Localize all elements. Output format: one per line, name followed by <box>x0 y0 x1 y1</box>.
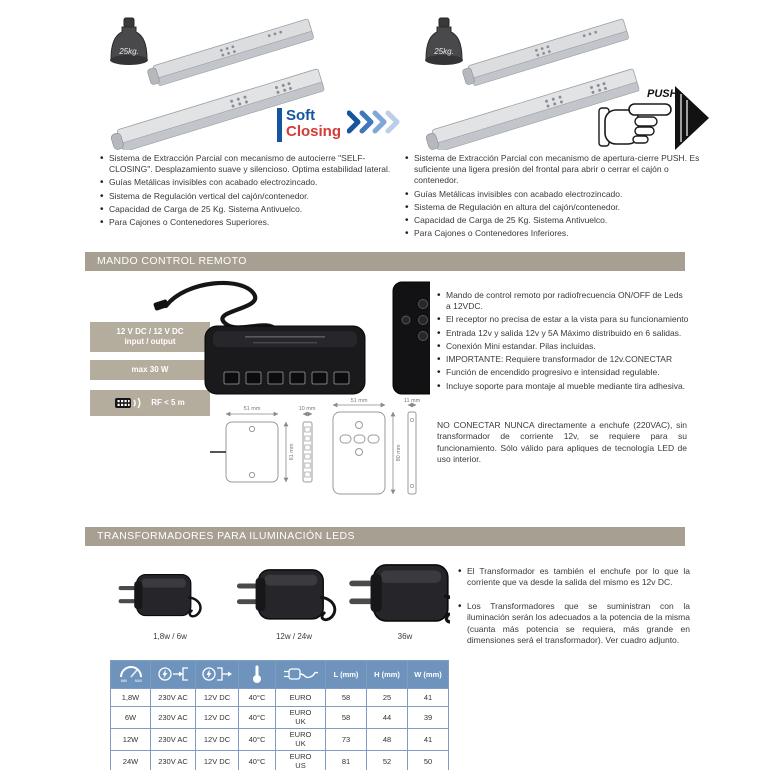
cell-plug: EURO US <box>276 751 326 770</box>
cell-width: 39 <box>408 707 449 729</box>
table-header-width: W (mm) <box>408 661 449 689</box>
feature-item: • El receptor no precisa de estar a la vista para su funcionamiento <box>437 314 689 325</box>
feature-item: • Conexión Mini estandar. Pilas incluidas. <box>437 341 689 352</box>
cell-length: 58 <box>326 707 367 729</box>
remote-control-icon <box>115 396 147 410</box>
cell-power: 6W <box>111 707 151 729</box>
cell-height: 48 <box>367 729 408 751</box>
cell-height: 25 <box>367 689 408 707</box>
cell-input: 230V AC <box>151 751 196 770</box>
weight-badge-label: 25kg. <box>434 47 454 56</box>
cell-input: 230V AC <box>151 729 196 751</box>
cell-temp: 40°C <box>239 689 276 707</box>
cell-width: 41 <box>408 689 449 707</box>
transformer-small <box>119 575 201 617</box>
cell-input: 230V AC <box>151 707 196 729</box>
transformer-large <box>349 565 450 622</box>
dim-receiver-width: 51 mm <box>243 406 261 412</box>
transformer-notes-list <box>458 566 690 649</box>
transformer-label-small: 1,8w / 6w <box>153 632 187 641</box>
spec-voltage-line1: 12 V DC / 12 V DC <box>116 327 184 336</box>
cell-output: 12V DC <box>196 751 239 770</box>
weight-25kg-icon <box>103 16 155 72</box>
cell-plug: EURO <box>276 689 326 707</box>
receiver-and-remote-photo <box>150 276 430 400</box>
svg-text:MIN: MIN <box>120 678 127 683</box>
cell-length: 73 <box>326 729 367 751</box>
feature-item: • Para Cajones o Contenedores Inferiores. <box>405 228 703 239</box>
spec-rf-label: RF < 5 m <box>151 398 185 407</box>
feature-item: • Función de encendido progresivo e intensidad regulable. <box>437 367 689 378</box>
soft-closing-chevrons-icon <box>347 110 405 134</box>
feature-item: • Guías Metálicas invisibles con acabado electrozincado. <box>100 177 398 188</box>
voltage-output-icon <box>196 661 239 689</box>
dim-remote-depth: 11 mm <box>403 398 421 404</box>
soft-closing-features-list <box>100 153 398 230</box>
cell-temp: 40°C <box>239 729 276 751</box>
cell-input: 230V AC <box>151 689 196 707</box>
cell-length: 81 <box>326 751 367 770</box>
section-title-transformers: TRANSFORMADORES PARA ILUMINACIÓN LEDS <box>85 527 685 546</box>
cell-output: 12V DC <box>196 729 239 751</box>
feature-item: • Para Cajones o Contenedores Superiores. <box>100 217 398 228</box>
warning-text: NO CONECTAR NUNCA directamente a enchufe (220VAC), sin transformador de corriente 12v, se requiere para su funcionamiento. Sólo válido para apliques de tecnología LED de uso interior. <box>437 420 687 465</box>
feature-item: • Capacidad de Carga de 25 Kg. Sistema Antivuelco. <box>100 204 398 215</box>
remote-handset <box>393 282 430 394</box>
spec-voltage-line2: input / output <box>124 337 176 346</box>
table-row <box>111 707 449 729</box>
svg-text:MAX: MAX <box>134 678 142 683</box>
dim-receiver-height: 61 mm <box>289 443 295 461</box>
push-features-list <box>405 153 703 242</box>
transformer-label-medium: 12w / 24w <box>275 632 313 641</box>
transformer-medium <box>237 570 335 620</box>
transformers-photo <box>105 556 450 628</box>
feature-item: • Sistema de Regulación en altura del cajón/contenedor. <box>405 202 703 213</box>
receiver-side-drawing <box>303 422 312 482</box>
transformer-label-large: 36w <box>397 632 413 641</box>
voltage-input-icon <box>151 661 196 689</box>
cell-width: 41 <box>408 729 449 751</box>
cell-length: 58 <box>326 689 367 707</box>
soft-closing-text-closing: Closing <box>286 123 341 140</box>
transformer-spec-table <box>110 660 449 770</box>
receiver-box <box>205 326 365 394</box>
cell-output: 12V DC <box>196 707 239 729</box>
cell-power: 12W <box>111 729 151 751</box>
feature-item: • Capacidad de Carga de 25 Kg. Sistema Antivuelco. <box>405 215 703 226</box>
table-header-length: L (mm) <box>326 661 367 689</box>
table-row <box>111 729 449 751</box>
cell-plug: EURO UK <box>276 729 326 751</box>
cell-temp: 40°C <box>239 751 276 770</box>
remote-features-list <box>437 290 689 394</box>
remote-side-drawing <box>408 412 416 494</box>
dimensions-drawing <box>208 396 425 504</box>
note-item: • El Transformador es también el enchufe por lo que la corriente que va desde la salida del mismo es 12v DC. <box>458 566 690 589</box>
cell-temp: 40°C <box>239 707 276 729</box>
max-temperature-icon <box>239 661 276 689</box>
table-row <box>111 751 449 770</box>
cable-plug <box>153 299 169 311</box>
section-title-remote: MANDO CONTROL REMOTO <box>85 252 685 271</box>
table-row <box>111 689 449 707</box>
power-gauge-icon <box>111 661 151 689</box>
plug-type-icon <box>276 661 326 689</box>
weight-badge-label: 25kg. <box>119 47 139 56</box>
dim-remote-width: 51 mm <box>350 398 368 404</box>
feature-item: • Incluye soporte para montaje al mueble mediante tira adhesiva. <box>437 381 689 392</box>
soft-closing-logo <box>277 108 405 142</box>
push-hand-icon <box>595 80 713 152</box>
note-item: • Los Transformadores que se suministran con la iluminación serán los adecuados a la potencia de la misma (cuanta más potencia se requiera, más grande en dimensiones será el transformador). Ver cuadro adjunto. <box>458 601 690 647</box>
cell-height: 52 <box>367 751 408 770</box>
dim-remote-height: 80 mm <box>396 444 402 462</box>
push-label: PUSH <box>647 88 678 100</box>
cell-power: 1,8W <box>111 689 151 707</box>
dim-receiver-depth: 10 mm <box>298 406 316 412</box>
feature-item: • Entrada 12v y salida 12v y 5A Máximo distribuido en 6 salidas. <box>437 328 689 339</box>
feature-item: • IMPORTANTE: Requiere transformador de 12v.CONECTAR <box>437 354 689 365</box>
weight-25kg-icon <box>418 16 470 72</box>
feature-item: • Guías Metálicas invisibles con acabado electrozincado. <box>405 189 703 200</box>
table-header-row <box>111 661 449 689</box>
cell-output: 12V DC <box>196 689 239 707</box>
cell-width: 50 <box>408 751 449 770</box>
power-cable <box>166 283 276 330</box>
feature-item: • Sistema de Extracción Parcial con mecanismo de apertura-cierre PUSH. Es suficiente una ligera presión del frontal para abrir o cerrar el cajón o contenedor. <box>405 153 703 187</box>
table-header-height: H (mm) <box>367 661 408 689</box>
soft-closing-text-soft: Soft <box>286 107 316 124</box>
spec-power-label: max 30 W <box>131 365 169 374</box>
product-photo-push <box>410 8 710 150</box>
feature-item: • Mando de control remoto por radiofrecuencia ON/OFF de Leds a 12VDC. <box>437 290 689 312</box>
cell-power: 24W <box>111 751 151 770</box>
soft-closing-bar <box>277 108 282 142</box>
product-photo-soft-closing <box>95 8 395 150</box>
feature-item: • Sistema de Regulación vertical del cajón/contenedor. <box>100 191 398 202</box>
cell-height: 44 <box>367 707 408 729</box>
feature-item: • Sistema de Extracción Parcial con mecanismo de autocierre "SELF-CLOSING". Desplazamiento suave y silencioso. Optima estabilidad lateral. <box>100 153 398 175</box>
cell-plug: EURO UK <box>276 707 326 729</box>
